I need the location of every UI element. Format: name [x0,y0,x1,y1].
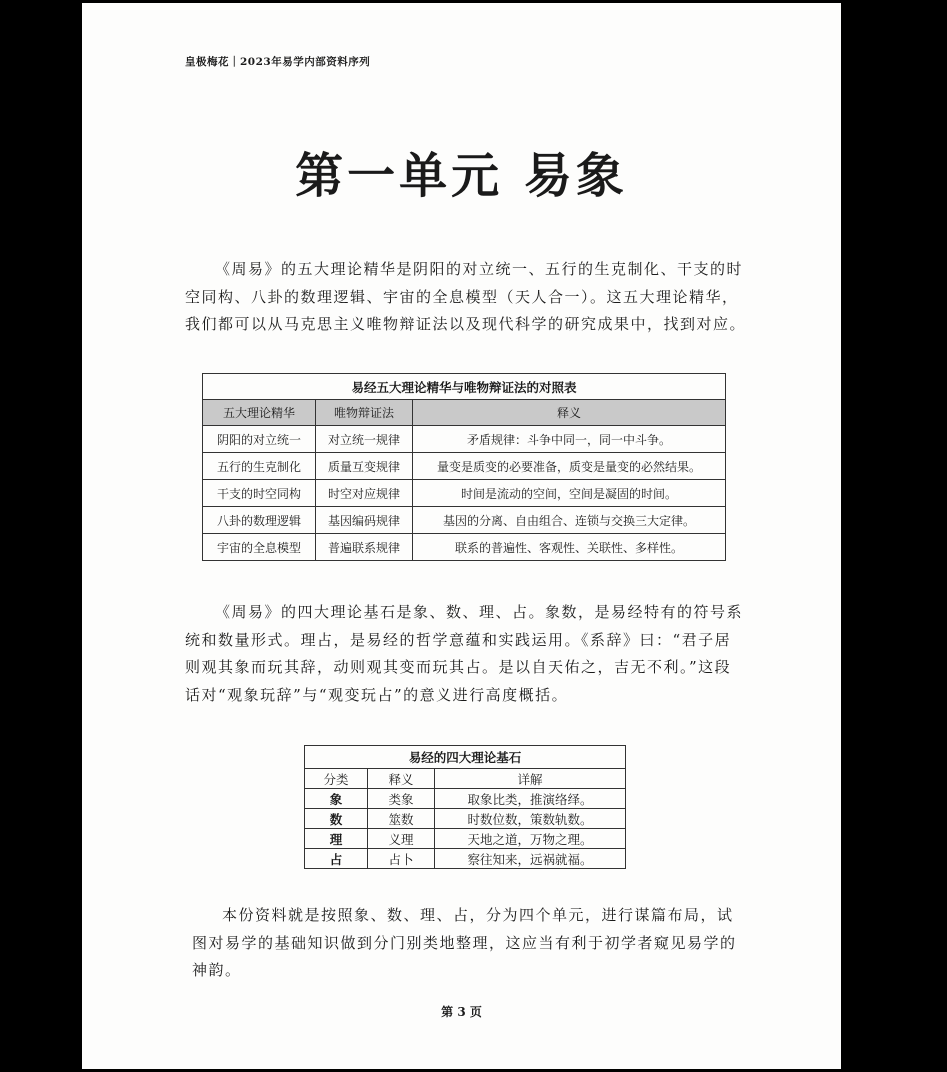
table-row [203,453,726,480]
table-row [305,809,626,829]
table-cell: 八卦的数理逻辑 [203,507,316,534]
table-cell: 察往知来，远祸就福。 [435,849,626,869]
column-header: 分类 [305,769,368,789]
table-cell: 理 [305,829,368,849]
running-header: 皇极梅花｜2023年易学内部资料序列 [185,56,371,68]
table-cell: 类象 [368,789,435,809]
table-cell: 数 [305,809,368,829]
table-cell: 筮数 [368,809,435,829]
table-cell: 宇宙的全息模型 [203,534,316,561]
table-row [203,480,726,507]
column-header: 释义 [368,769,435,789]
table-cell: 天地之道，万物之理。 [435,829,626,849]
document-page [82,3,841,1069]
table-row [305,789,626,809]
table-cell: 占 [305,849,368,869]
table-cell: 对立统一规律 [316,426,413,453]
table-cell: 占卜 [368,849,435,869]
table-row [305,849,626,869]
intro-paragraph: 《周易》的五大理论精华是阴阳的对立统一、五行的生克制化、干支的时空同构、八卦的数理逻辑、宇宙的全息模型（天人合一）。这五大理论精华，我们都可以从马克思主义唯物辩证法以及现代科学的研究成果中，找到对应。 [185,260,747,333]
table-cell: 五行的生克制化 [203,453,316,480]
table-row [203,426,726,453]
table-caption: 易经五大理论精华与唯物辩证法的对照表 [203,374,726,400]
table-cell: 阴阳的对立统一 [203,426,316,453]
page-number: 第 3 页 [441,1005,482,1019]
column-header: 唯物辩证法 [316,400,413,426]
table-cell: 象 [305,789,368,809]
table-cell: 普遍联系规律 [316,534,413,561]
table-row [305,829,626,849]
table-cell: 时数位数，策数轨数。 [435,809,626,829]
table-cell: 基因编码规律 [316,507,413,534]
table-cell: 时间是流动的空间，空间是凝固的时间。 [413,480,726,507]
chapter-title: 第一单元 易象 [295,148,628,204]
column-header: 五大理论精华 [203,400,316,426]
table-cell: 取象比类，推演络绎。 [435,789,626,809]
five-essences-table [202,373,726,561]
table-row [203,534,726,561]
table-cell: 干支的时空同构 [203,480,316,507]
table-cell: 基因的分离、自由组合、连锁与交换三大定律。 [413,507,726,534]
closing-paragraph: 本份资料就是按照象、数、理、占，分为四个单元，进行谋篇布局，试图对易学的基础知识做到分门别类地整理，这应当有利于初学者窥见易学的神韵。 [192,906,737,979]
table-cell: 矛盾规律：斗争中同一，同一中斗争。 [413,426,726,453]
table-cell: 质量互变规律 [316,453,413,480]
table-caption: 易经的四大理论基石 [305,746,626,769]
table-cell: 义理 [368,829,435,849]
table-row [203,507,726,534]
table-cell: 联系的普遍性、客观性、关联性、多样性。 [413,534,726,561]
foundations-paragraph: 《周易》的四大理论基石是象、数、理、占。象数，是易经特有的符号系统和数量形式。理占，是易经的哲学意蕴和实践运用。《系辞》曰：“君子居则观其象而玩其辞，动则观其变而玩其占。是以自天佑之，吉无不利。”这段话对“观象玩辞”与“观变玩占”的意义进行高度概括。 [185,603,744,704]
four-foundations-table [304,745,626,869]
table-cell: 量变是质变的必要准备，质变是量变的必然结果。 [413,453,726,480]
column-header: 详解 [435,769,626,789]
column-header: 释义 [413,400,726,426]
table-cell: 时空对应规律 [316,480,413,507]
